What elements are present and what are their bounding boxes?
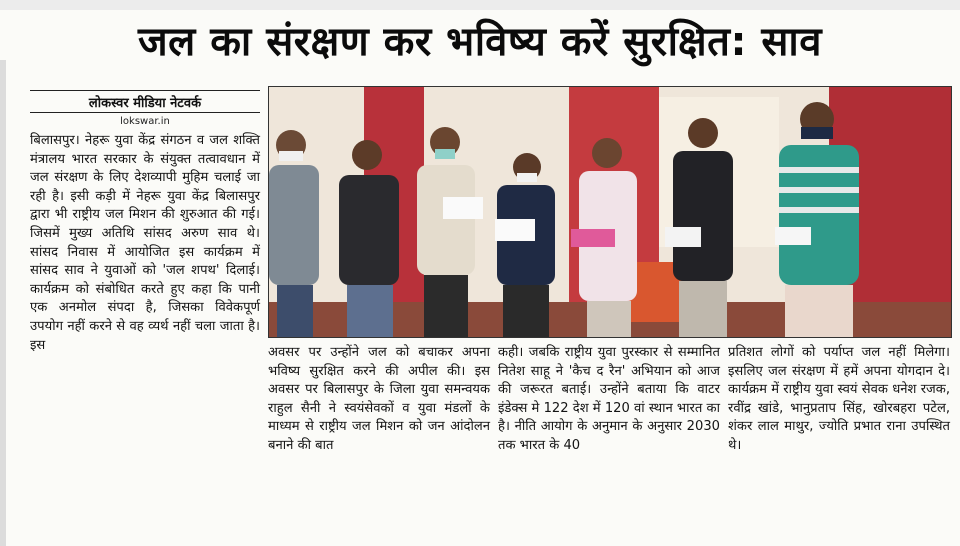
byline-rule-top xyxy=(30,90,260,91)
source-site: lokswar.in xyxy=(120,116,170,127)
top-rule xyxy=(0,0,960,10)
headline: जल का संरक्षण कर भविष्य करें सुरक्षित: साव xyxy=(137,19,823,65)
page-edge xyxy=(0,60,6,546)
photo-illustration xyxy=(269,87,951,337)
byline: लोकस्वर मीडिया नेटवर्क xyxy=(88,96,202,111)
article-column-1: बिलासपुर। नेहरू युवा केंद्र संगठन व जल शक्ति मंत्रालय भारत सरकार के संयुक्त तत्वावधान में जल संरक्षण के लिए देशव्यापी मुहिम चलाई जा रही है। इसी कड़ी में नेहरू युवा केंद्र बिलासपुर द्वारा भी राष्ट्रीय जल मिशन की शुरुआत की गई। जिसमें मुख्य अतिथि सांसद अरुण साव थे। सांसद निवास में आयोजित इस कार्यक्रम में सांसद साव ने युवाओं को 'जल शपथ' दिलाई। कार्यक्रम को संबोधित करते हुए कहा कि पानी एक अनमोल संपदा है, जिसका विवेकपूर्ण उपयोग नहीं करने से वह व्यर्थ नहीं चला जाता है। इस xyxy=(30,133,260,353)
byline-rule-bottom xyxy=(30,112,260,113)
news-photo xyxy=(268,86,952,338)
article-column-2: अवसर पर उन्होंने जल को बचाकर अपना भविष्य सुरक्षित करने की अपील की। इस अवसर पर बिलासपुर के जिला युवा समन्वयक राहुल सैनी ने स्वयंसेवकों व युवा मंडलों के माध्यम से राष्ट्रीय जल मिशन को जन आंदोलन बनाने की बात xyxy=(268,345,490,453)
article-column-4: प्रतिशत लोगों को पर्याप्त जल नहीं मिलेगा। इसलिए जल संरक्षण में हमें अपना योगदान दे। कार्यक्रम में राष्ट्रीय युवा स्वयं सेवक धनेश रजक, रवींद्र खांडे, भानुप्रताप सिंह, खोरबहरा पटेल, शंकर लाल माथुर, ज्योति प्रभात राना उपस्थित थे। xyxy=(728,345,950,453)
article-column-3: कही। जबकि राष्ट्रीय युवा पुरस्कार से सम्मानित नितेश साहू ने 'कैच द रैन' अभियान को आज की जरूरत बताई। उन्होंने बताया कि वाटर इंडेक्स मे 122 देश में 120 वां स्थान भारत का है। नीति आयोग के अनुमान के अनुसार 2030 तक भारत के 40 xyxy=(498,345,720,453)
